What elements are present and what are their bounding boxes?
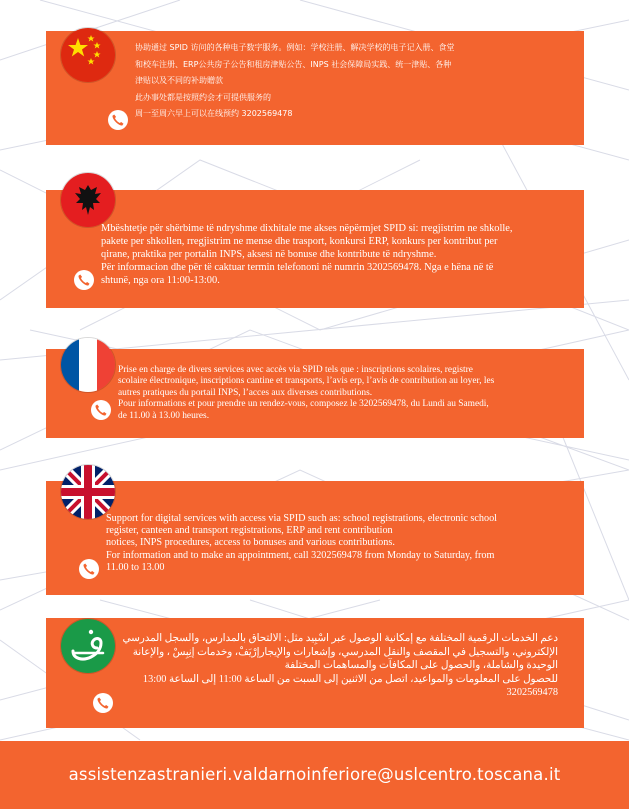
text-line: 周一至周六早上可以在线预约 3202569478 xyxy=(135,109,293,118)
phone-icon xyxy=(108,110,128,130)
text-line: For information and to make an appointment, call 3202569478 from Monday to Saturday, from xyxy=(106,549,495,561)
france-flag-icon xyxy=(60,337,116,393)
text-line: 11.00 to 13.00 xyxy=(106,561,165,573)
text-line: scolaire électronique, inscriptions cantine et transports, l’avis erp, l’avis de contribution au loyer, les xyxy=(118,376,495,387)
text-line: autres pratiques du portail INPS, l’acces aux diverses contributions. xyxy=(118,387,373,398)
english-text xyxy=(106,513,574,574)
contact-email-link[interactable]: assistenzastranieri.valdarnoinferiore@uslcentro.toscana.it xyxy=(68,765,561,784)
phone-icon xyxy=(79,559,99,579)
chinese-text xyxy=(135,40,565,123)
albania-flag-icon xyxy=(60,172,116,228)
text-line: دعم الخدمات الرقمية المختلفة مع إمكانية الوصول عبر اسْبِيد مثل: الالتحاق بالمدارس، والسجل المدرسي xyxy=(122,633,558,644)
uk-flag-icon xyxy=(60,464,116,520)
arabic-text xyxy=(120,632,558,700)
arabic-letter-icon xyxy=(60,618,116,674)
phone-icon xyxy=(74,270,94,290)
phone-icon xyxy=(93,693,113,713)
text-line: الوحيدة والشاملة، والحصول على المكافآت والمساهمات المختلفة xyxy=(284,660,558,672)
phone-icon xyxy=(91,400,111,420)
text-line: 3202569478 xyxy=(506,687,558,699)
text-line: de 11.00 à 13.00 heures. xyxy=(118,410,210,421)
text-line: shtunë, nga ora 11:00-13:00. xyxy=(101,275,220,286)
text-line: Pour informations et pour prendre un rendez-vous, composez le 3202569478, du Lundi au Samedi, xyxy=(118,399,489,410)
text-line: 协助通过 SPID 访问的各种电子数字服务。例如：学校注册、解决学校的电子记入册、食堂 xyxy=(135,43,455,52)
text-line: pakete per shkollen, rregjistrim ne mense dhe trasport, konkursi ERP, konkurs per kontribut per xyxy=(101,236,498,247)
text-line: qirane, praktika per portalin INPS, aksesi në bonuse dhe kontribute të ndryshme. xyxy=(101,249,437,260)
albanian-text xyxy=(101,222,571,287)
french-text xyxy=(118,365,576,422)
text-line: للحصول على المعلومات والمواعيد، اتصل من الاثنين إلى السبت من الساعة 11:00 إلى الساعة 13:00 xyxy=(142,673,558,685)
text-line: 津贴以及不同的补助贈款 xyxy=(135,76,223,85)
china-flag-icon xyxy=(60,27,116,83)
text-line: register, canteen and transport registrations, ERP and rent contribution xyxy=(106,525,393,537)
text-line: Support for digital services with access via SPID such as: school registrations, electronic school xyxy=(106,513,498,524)
text-line: notices, INPS procedures, access to bonuses and various contributions. xyxy=(106,537,395,549)
text-line: Për informacion dhe për të caktuar termin telefononi në numrin 3202569478. Nga e hëna në të xyxy=(101,262,494,273)
text-line: 和校车注册、ERP公共房子公告和租房津贴公告、INPS 社会保障局实践、统一津贴、各种 xyxy=(135,59,452,69)
text-line: Prise en charge de divers services avec accès via SPID tels que : inscriptions scolaires, registre xyxy=(118,365,473,375)
text-line: الإلكتروني، والتسجيل في المقصف والنقل المدرسي، وإشعارات والإيجارإرْيَفْ، وخدمات إنِبِسْ ، والإعانة xyxy=(132,646,558,658)
text-line: Mbështetje për shërbime të ndryshme dixhitale me akses nëpërmjet SPID si: rregjistrim ne shkolle, xyxy=(101,223,513,234)
text-line: 此办事处都是按照约会才可提供服务的 xyxy=(135,92,271,102)
